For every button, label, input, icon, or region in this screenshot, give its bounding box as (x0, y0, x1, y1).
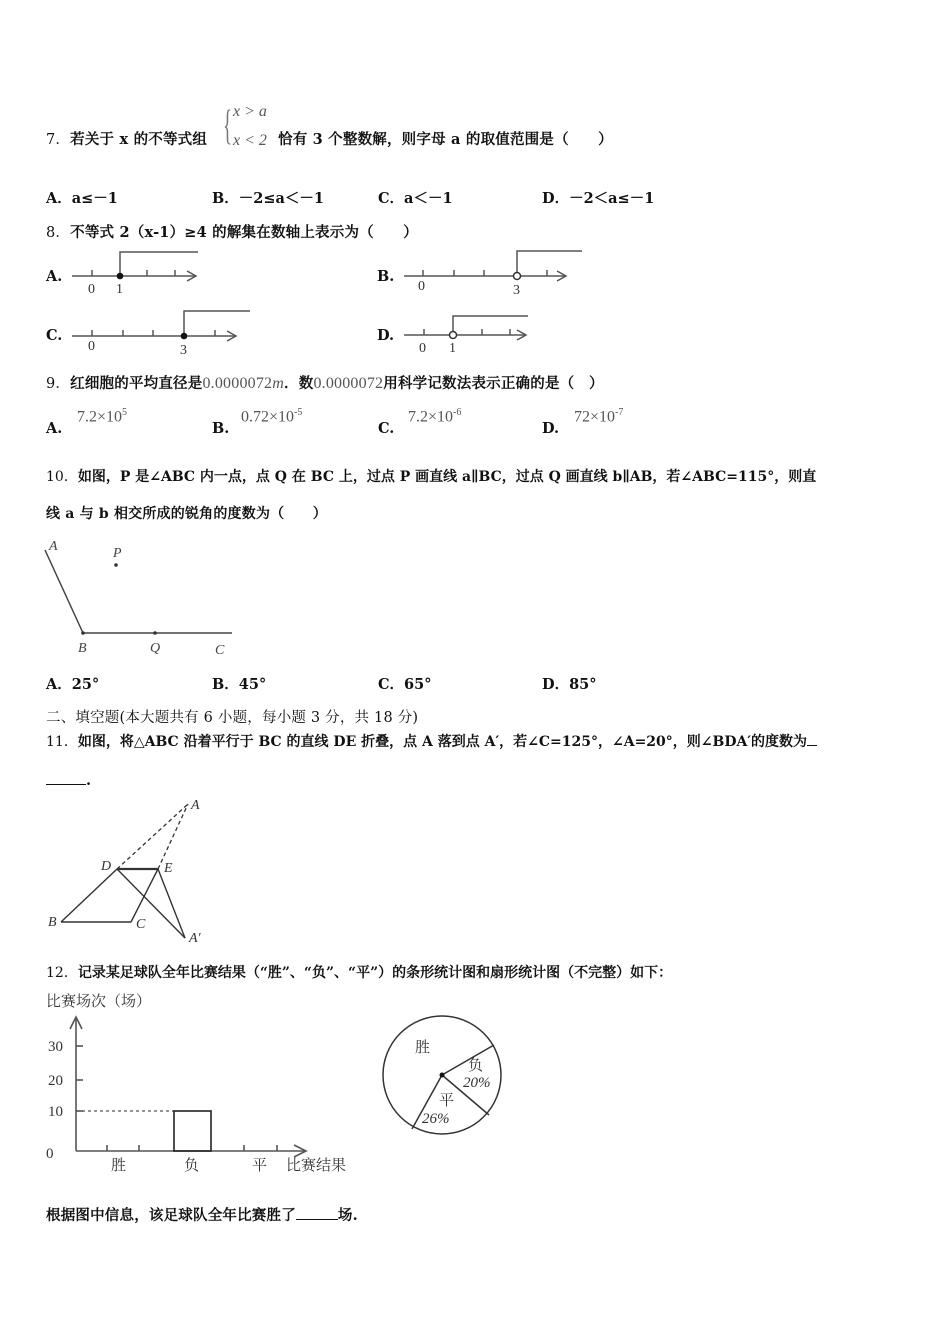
option-a[interactable]: A．25° (46, 676, 100, 693)
svg-text:30: 30 (48, 1039, 63, 1055)
pie-chart (370, 1005, 520, 1150)
option-d-label[interactable]: D. (377, 327, 395, 344)
brace: { (223, 103, 233, 149)
svg-text:Q: Q (150, 641, 161, 656)
svg-text:26%: 26% (422, 1111, 450, 1127)
svg-text:B: B (78, 641, 87, 656)
svg-text:0: 0 (418, 279, 425, 294)
option-b[interactable]: B. (212, 420, 230, 437)
question-8: 8．不等式 2（x-1）≥4 的解集在数轴上表示为（ ） (46, 224, 418, 241)
svg-text:C: C (215, 643, 225, 658)
option-a[interactable]: A．a≤－1 (46, 190, 118, 207)
option-c[interactable]: C．65° (378, 676, 432, 693)
question-11-line1: 11．如图，将△ABC 沿着平行于 BC 的直线 DE 折叠，点 A 落到点 A′，若∠C=125°，∠A=20°，则∠BDA′的度数为 (46, 731, 817, 751)
system-line-2: x < 2 (233, 132, 267, 149)
question-9: 9．红细胞的平均直径是0.0000072m．数0.0000072用科学记数法表示正确的是（ ） (46, 375, 604, 392)
svg-text:胜: 胜 (415, 1040, 431, 1056)
number-line-b[interactable] (400, 248, 590, 298)
number-line-d[interactable] (400, 312, 535, 357)
question-11-line2: . (46, 770, 91, 789)
number-line-c[interactable] (70, 308, 255, 358)
option-d[interactable]: D. (542, 420, 560, 437)
svg-text:比赛结果: 比赛结果 (286, 1158, 347, 1174)
svg-text:0: 0 (88, 282, 95, 297)
option-d[interactable]: D．85° (542, 676, 597, 693)
svg-text:比赛场次（场）: 比赛场次（场） (46, 994, 152, 1010)
svg-text:0: 0 (46, 1146, 54, 1162)
svg-text:3: 3 (513, 283, 520, 298)
option-c-label[interactable]: C. (46, 327, 63, 344)
fold-triangle-figure (40, 795, 240, 950)
option-b-label[interactable]: B. (377, 268, 395, 285)
section-heading: 二、填空题(本大题共有 6 小题，每小题 3 分，共 18 分) (46, 710, 419, 726)
svg-text:0: 0 (419, 341, 426, 356)
option-a-value: $7.2\times 10^5$ (77, 407, 128, 426)
option-b-value: $0.72\times 10^{-5}$ (241, 407, 303, 426)
question-10-line1: 10．如图，P 是∠ABC 内一点，点 Q 在 BC 上，过点 P 画直线 a∥BC，过点 Q 画直线 b∥AB，若∠ABC=115°，则直 (46, 469, 817, 485)
svg-text:负: 负 (468, 1058, 484, 1074)
svg-text:10: 10 (48, 1104, 63, 1120)
svg-text:负: 负 (184, 1158, 200, 1174)
number-line-a[interactable] (70, 250, 205, 300)
bar-fu (174, 1111, 211, 1151)
answer-blank-part1[interactable] (807, 731, 817, 746)
svg-text:20: 20 (48, 1073, 63, 1089)
question-12-answer: 根据图中信息，该足球队全年比赛胜了 场. (46, 1207, 358, 1224)
option-c-value: $7.2\times 10^{-6}$ (408, 407, 462, 426)
question-text-suffix: 恰有 3 个整数解，则字母 a 的取值范围是（ ） (278, 131, 613, 148)
bar-chart (40, 985, 370, 1180)
svg-text:A′: A′ (189, 931, 201, 946)
svg-text:B: B (48, 915, 57, 930)
svg-text:D: D (101, 859, 112, 874)
svg-text:1: 1 (116, 282, 123, 297)
svg-text:胜: 胜 (111, 1158, 127, 1174)
question-10-line2: 线 a 与 b 相交所成的锐角的度数为（ ） (46, 506, 327, 522)
question-text-prefix: 若关于 x 的不等式组 (70, 131, 208, 148)
svg-text:A: A (49, 539, 58, 554)
angle-figure (40, 532, 240, 662)
svg-text:3: 3 (180, 343, 187, 358)
answer-blank[interactable] (46, 770, 86, 785)
option-a-label[interactable]: A. (46, 268, 63, 285)
question-7 (46, 128, 207, 149)
svg-text:P: P (113, 546, 122, 561)
svg-text:0: 0 (88, 339, 95, 354)
svg-text:C: C (136, 917, 146, 932)
answer-blank[interactable] (296, 1205, 338, 1220)
system-line-1: x > a (233, 103, 267, 120)
option-b[interactable]: B．－2≤a＜－1 (212, 190, 324, 207)
question-number: 7． (46, 132, 71, 148)
option-d[interactable]: D．－2＜a≤－1 (542, 190, 655, 207)
option-b[interactable]: B．45° (212, 676, 267, 693)
svg-text:平: 平 (252, 1158, 268, 1174)
svg-text:1: 1 (449, 341, 456, 356)
option-a[interactable]: A. (46, 420, 63, 437)
option-c[interactable]: C．a＜－1 (378, 190, 453, 207)
svg-text:20%: 20% (463, 1075, 491, 1091)
svg-text:A: A (191, 798, 200, 813)
option-d-value: $72\times 10^{-7}$ (574, 407, 624, 426)
svg-text:平: 平 (439, 1093, 455, 1109)
option-c[interactable]: C. (378, 420, 395, 437)
svg-text:E: E (164, 861, 173, 876)
question-12: 12．记录某足球队全年比赛结果（“胜”、“负”、“平”）的条形统计图和扇形统计图（不完整）如下： (46, 965, 673, 981)
